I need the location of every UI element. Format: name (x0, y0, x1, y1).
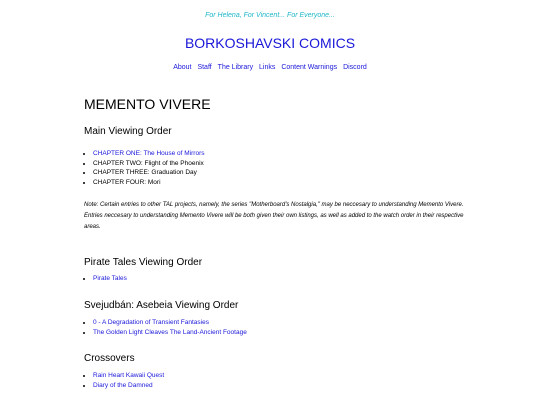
list-item (93, 149, 464, 159)
list-item (93, 381, 464, 391)
golden-light-link[interactable]: The Golden Light Cleaves The Land-Ancient Footage (93, 328, 247, 336)
main-nav (0, 63, 540, 72)
chapter-two-text: CHAPTER TWO: Flight of the Phoenix (93, 159, 204, 167)
chapter-one-link[interactable]: CHAPTER ONE: The House of Mirrors (93, 150, 205, 157)
nav-library-link[interactable]: The Library (217, 64, 254, 71)
list-item (93, 328, 464, 338)
page-title: MEMENTO VIVERE (84, 96, 211, 112)
list-item (93, 178, 464, 188)
nav-content-warnings-link[interactable]: Content Warnings (281, 64, 338, 71)
site-title-link[interactable]: BORKOSHAVSKI COMICS (184, 35, 356, 51)
crossovers-list (84, 371, 464, 390)
list-item (93, 159, 464, 169)
site-tagline: For Helena, For Vincent... For Everyone... (205, 12, 335, 19)
crossovers-heading: Crossovers (84, 353, 135, 365)
main-viewing-order-list (84, 149, 464, 187)
site-header (0, 0, 540, 72)
main-viewing-order-heading: Main Viewing Order (84, 126, 172, 137)
pirate-tales-list (84, 274, 464, 284)
degradation-link[interactable]: 0 - A Degradation of Transient Fantasies (93, 318, 209, 326)
nav-links-link[interactable]: Links (259, 64, 276, 71)
list-item (93, 274, 464, 284)
nav-staff-link[interactable]: Staff (197, 64, 212, 71)
svejudban-list (84, 318, 464, 337)
list-item (93, 371, 464, 381)
list-item (93, 318, 464, 328)
pirate-tales-heading: Pirate Tales Viewing Order (84, 257, 203, 269)
nav-about-link[interactable]: About (173, 64, 192, 71)
main-content (84, 96, 464, 390)
chapter-three-text: CHAPTER THREE: Graduation Day (93, 169, 197, 177)
list-item (93, 168, 464, 178)
diary-damned-link[interactable]: Diary of the Damned (93, 381, 153, 389)
nav-discord-link[interactable]: Discord (343, 64, 367, 71)
chapter-four-text: CHAPTER FOUR: Mori (93, 178, 161, 186)
svejudban-heading: Svejudbán: Asebeia Viewing Order (84, 299, 239, 311)
viewing-note: Note: Certain entries to other TAL projects, namely, the series "Motherboard's Nostalgia," may be neccesary to understanding Memento Vivere. Entries neccesary to understanding Memento Vivere will be both given their own listings, as well as added to the watch order in their respective areas. (84, 202, 464, 231)
pirate-tales-link[interactable]: Pirate Tales (93, 275, 127, 283)
rain-heart-link[interactable]: Rain Heart Kawaii Quest (93, 372, 165, 380)
